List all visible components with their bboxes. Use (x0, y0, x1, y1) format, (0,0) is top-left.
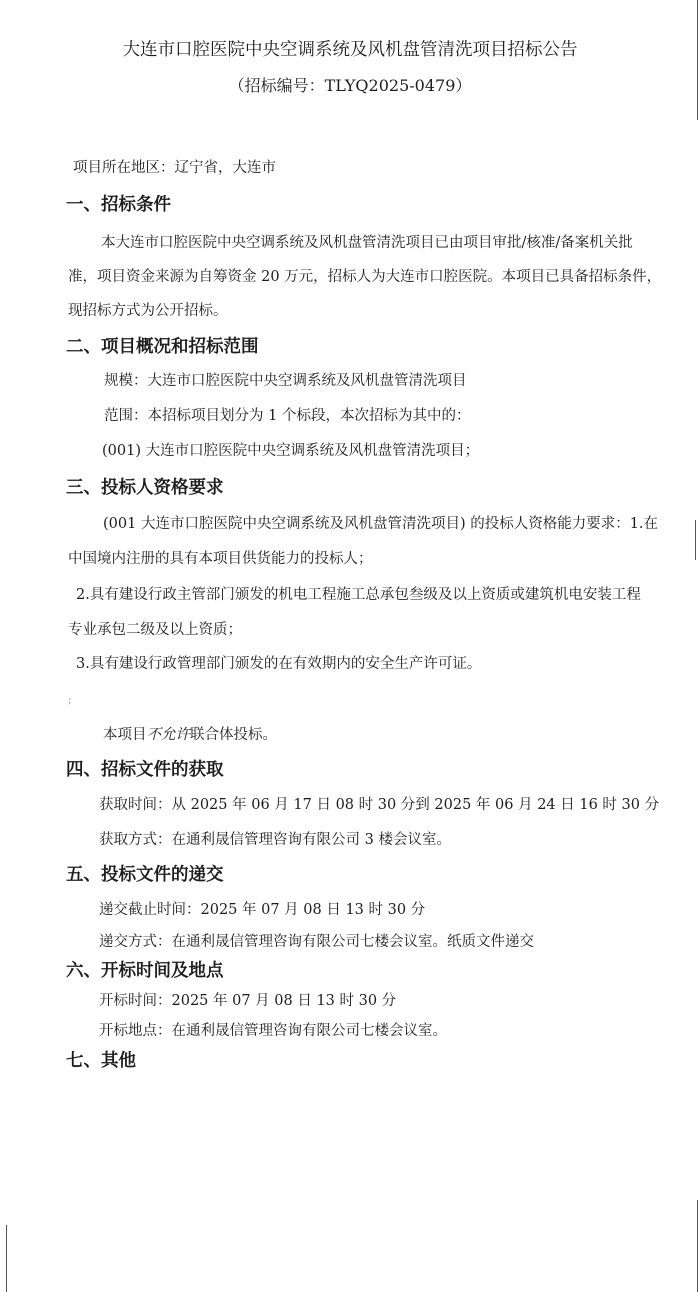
opening-place: 开标地点：在通利晟信管理咨询有限公司七楼会议室。 (99, 1023, 447, 1039)
qualification-line: 专业承包二级及以上资质； (68, 622, 242, 638)
scan-edge-line (6, 1225, 7, 1292)
section-7-heading: 七、其他 (66, 1051, 136, 1071)
section-2-heading: 二、项目概况和招标范围 (66, 337, 259, 357)
qualification-line: 中国境内注册的具有本项目供货能力的投标人； (68, 551, 373, 567)
section-1-line: 本大连市口腔医院中央空调系统及风机盘管清洗项目已由项目审批/核准/备案机关批 (101, 235, 633, 251)
section-1-line: 准，项目资金来源为自筹资金 20 万元，招标人为大连市口腔医院。本项目已具备招标条件， (68, 269, 662, 285)
joint-bid-prefix: 本项目 (103, 727, 147, 743)
joint-bid-suffix: 联合体投标。 (190, 727, 277, 743)
qualification-line: 3.具有建设行政管理部门颁发的在有效期内的安全生产许可证。 (76, 656, 482, 672)
submission-method: 递交方式：在通利晟信管理咨询有限公司七楼会议室。纸质文件递交 (99, 934, 534, 950)
scan-edge-line (697, 1200, 698, 1292)
submission-deadline: 递交截止时间：2025 年 07 月 08 日 13 时 30 分 (99, 902, 426, 918)
section-4-heading: 四、招标文件的获取 (66, 760, 224, 780)
page-title: 大连市口腔医院中央空调系统及风机盘管清洗项目招标公告 (122, 40, 578, 60)
qualification-line: (001 大连市口腔医院中央空调系统及风机盘管清洗项目) 的投标人资格能力要求：1.在 (103, 516, 659, 532)
qualification-line: 2.具有建设行政主管部门颁发的机电工程施工总承包叁级及以上资质或建筑机电安装工程 (76, 587, 641, 603)
joint-bid-status: 不允许 (146, 727, 190, 743)
project-scope: 范围：本招标项目划分为 1 个标段，本次招标为其中的： (104, 408, 471, 424)
project-scale: 规模：大连市口腔医院中央空调系统及风机盘管清洗项目 (104, 373, 467, 389)
section-6-heading: 六、开标时间及地点 (66, 961, 224, 981)
acquisition-time: 获取时间：从 2025 年 06 月 17 日 08 时 30 分到 2025 年 06 月 24 日 16 时 30 分 (99, 797, 660, 813)
section-1-line: 现招标方式为公开招标。 (68, 303, 228, 319)
scan-edge-line (695, 520, 696, 560)
stray-mark: ; (68, 693, 72, 706)
project-lot: (001) 大连市口腔医院中央空调系统及风机盘管清洗项目； (102, 443, 480, 459)
acquisition-method: 获取方式：在通利晟信管理咨询有限公司 3 楼会议室。 (99, 832, 451, 848)
project-region: 项目所在地区：辽宁省，大连市 (73, 160, 276, 176)
section-3-heading: 三、投标人资格要求 (66, 478, 224, 498)
tender-number: （招标编号：TLYQ2025-0479） (228, 76, 472, 95)
section-5-heading: 五、投标文件的递交 (66, 865, 224, 885)
section-1-heading: 一、招标条件 (66, 195, 171, 215)
joint-bid-statement (103, 728, 277, 743)
opening-time: 开标时间：2025 年 07 月 08 日 13 时 30 分 (99, 993, 397, 1009)
scan-edge-line (697, 0, 698, 120)
